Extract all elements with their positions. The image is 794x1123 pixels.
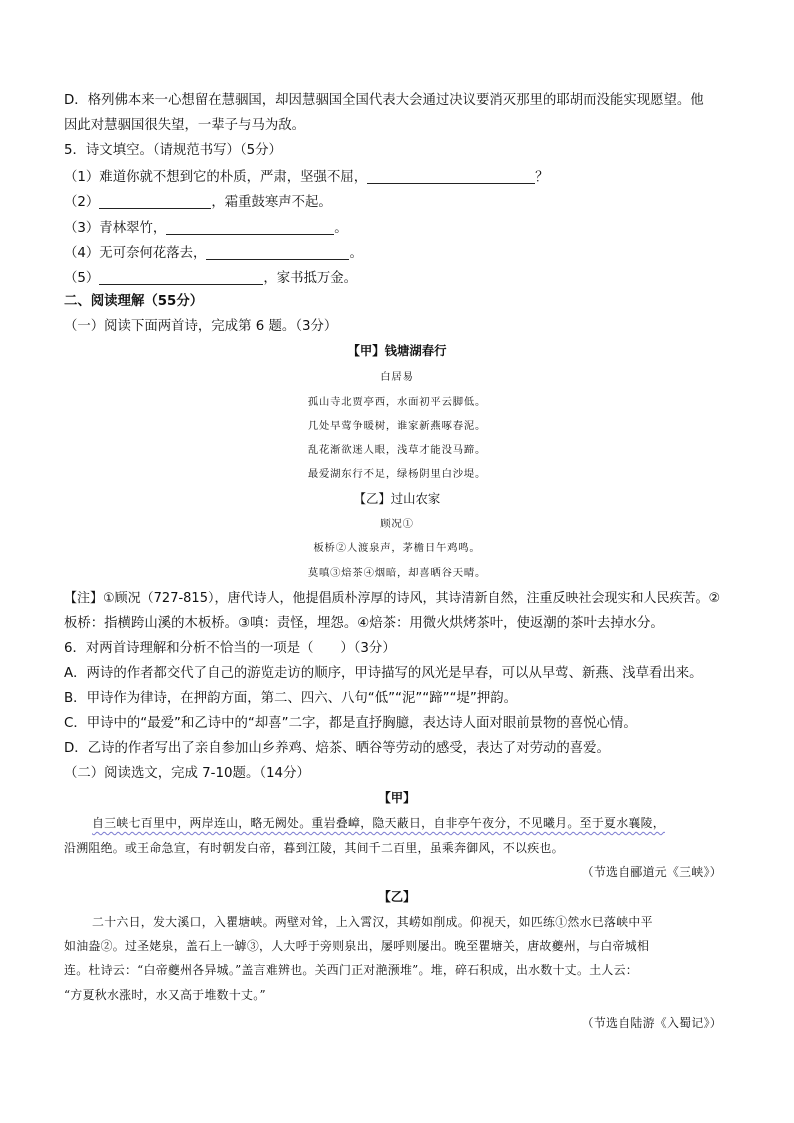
q5-item-5 (64, 270, 357, 285)
poem-yi-author: 顾况① (380, 518, 414, 530)
q5-blank-4[interactable] (206, 245, 349, 260)
q5-item-3 (64, 220, 348, 235)
passage-yi-title: 【乙】 (378, 890, 416, 904)
passage-jia-line2: 沿溯阻绝。或王命急宣，有时朝发白帝，暮到江陵，其间千二百里，虽乘奔御风，不以疾也。 (64, 841, 564, 855)
poem-yi-line: 莫嗔③焙茶④烟暗，却喜晒谷天晴。 (307, 567, 487, 579)
q6-option-a: A．两诗的作者都交代了自己的游览走访的顺序，甲诗描写的风光是早春，可以从早莺、新燕、浅草看出来。 (64, 666, 703, 681)
q5-item-2-after: ，霜重鼓寒声不起。 (211, 195, 332, 210)
poem-jia-line: 最爱湖东行不足，绿杨阴里白沙堤。 (307, 468, 487, 480)
q5-item-1-after: ？ (535, 170, 549, 185)
q5-item-4 (64, 245, 363, 260)
passage-jia-line1 (92, 818, 665, 830)
q5-item-2-before: （2） (64, 195, 100, 210)
notes-line1: 【注】①顾况（727-815），唐代诗人，他提倡质朴淳厚的诗风，其诗清新自然，注重反映社会现实和人民疾苦。② (64, 591, 721, 606)
q5-blank-3[interactable] (166, 220, 334, 235)
poem-jia-title: 【甲】钱塘湖春行 (347, 344, 447, 358)
q4-option-d-line1: D．格列佛本来一心想留在慧骃国，却因慧骃国全国代表大会通过决议要消灭那里的耶胡而没能实现愿望。他 (64, 93, 704, 108)
poem-jia-line: 孤山寺北贾亭西，水面初平云脚低。 (307, 396, 487, 408)
q5-item-4-before: （4）无可奈何花落去， (64, 246, 207, 261)
q6-stem: 6．对两首诗理解和分析不恰当的一项是（ ）（3分） (64, 641, 396, 656)
q6-option-d: D．乙诗的作者写出了亲自参加山乡养鸡、焙茶、晒谷等劳动的感受，表达了对劳动的喜爱。 (64, 741, 610, 756)
section2-title: 二、阅读理解（55分） (64, 294, 204, 309)
poem-jia-line: 乱花渐欲迷人眼，浅草才能没马蹄。 (307, 444, 487, 456)
q5-item-3-after: 。 (334, 221, 348, 236)
poem-yi-line: 板桥②人渡泉声，茅檐日午鸡鸣。 (313, 542, 481, 554)
q5-blank-5[interactable] (99, 270, 263, 285)
q5-title: 5．诗文填空。（请规范书写）（5分） (64, 143, 282, 158)
passage-yi-line3: 连。杜诗云：“白帝夔州各异城。”盖言难辨也。关西门正对滟滪堆”。堆，碎石积成，出水数十丈。土人云： (64, 963, 638, 977)
passage-yi-source: （节选自陆游《入蜀记》） (581, 1016, 722, 1030)
q6-option-c: C．甲诗中的“最爱”和乙诗中的“却喜”二字，都是直抒胸臆，表达诗人面对眼前景物的喜悦心情。 (64, 716, 637, 731)
poem-jia-author: 白居易 (380, 371, 414, 383)
q5-item-4-after: 。 (349, 246, 363, 261)
q6-option-b: B．甲诗作为律诗，在押韵方面，第二、四六、八句“低”“泥”“蹄”“堤”押韵。 (64, 691, 518, 706)
notes-line2: 板桥：指横跨山溪的木板桥。③嗔：责怪，埋怨。④焙茶：用微火烘烤茶叶，使返潮的茶叶去掉水分。 (64, 616, 664, 631)
poem-jia-line: 几处早莺争暖树，谁家新燕啄春泥。 (307, 420, 487, 432)
q4-option-d-line2: 因此对慧骃国很失望，一辈子与马为敌。 (64, 118, 306, 133)
poem-yi-title: 【乙】过山农家 (353, 492, 441, 506)
q5-blank-2[interactable] (99, 194, 211, 209)
passage-yi-line1: 二十六日，发大溪口，入瞿塘峡。两壁对耸，上入霄汉，其崂如削成。仰视天，如匹练①然水已落峡中平 (92, 915, 653, 929)
passage-jia-line1-text: 自三峡七百里中，两岸连山，略无阙处。重岩叠嶂，隐天蔽日，自非亭午夜分，不见曦月。至于夏水襄陵， (92, 816, 665, 830)
q5-item-5-before: （5） (64, 271, 100, 286)
passage-yi-line4: “方夏秋水涨时，水又高于堆数十丈。” (64, 988, 266, 1002)
q5-blank-1[interactable] (367, 169, 535, 184)
q5-item-2 (64, 194, 332, 209)
part1-intro: （一）阅读下面两首诗，完成第 6 题。（3分） (64, 319, 338, 334)
part2-intro: （二）阅读选文，完成 7-10题。（14分） (64, 766, 310, 781)
q5-item-1-before: （1）难道你就不想到它的朴质，严肃，坚强不屈， (64, 170, 368, 185)
passage-yi-line2: 如油盎②。过圣姥泉，盖石上一罅③，人大呼于旁则泉出，屡呼则屡出。晚至瞿塘关，唐故夔州，与白帝城相 (64, 939, 650, 953)
q5-item-1 (64, 169, 549, 184)
q5-item-3-before: （3）青林翠竹， (64, 221, 167, 236)
passage-jia-title: 【甲】 (378, 791, 416, 805)
q5-item-5-after: ，家书抵万金。 (263, 271, 358, 286)
passage-jia-source: （节选自郦道元《三峡》） (581, 865, 722, 879)
